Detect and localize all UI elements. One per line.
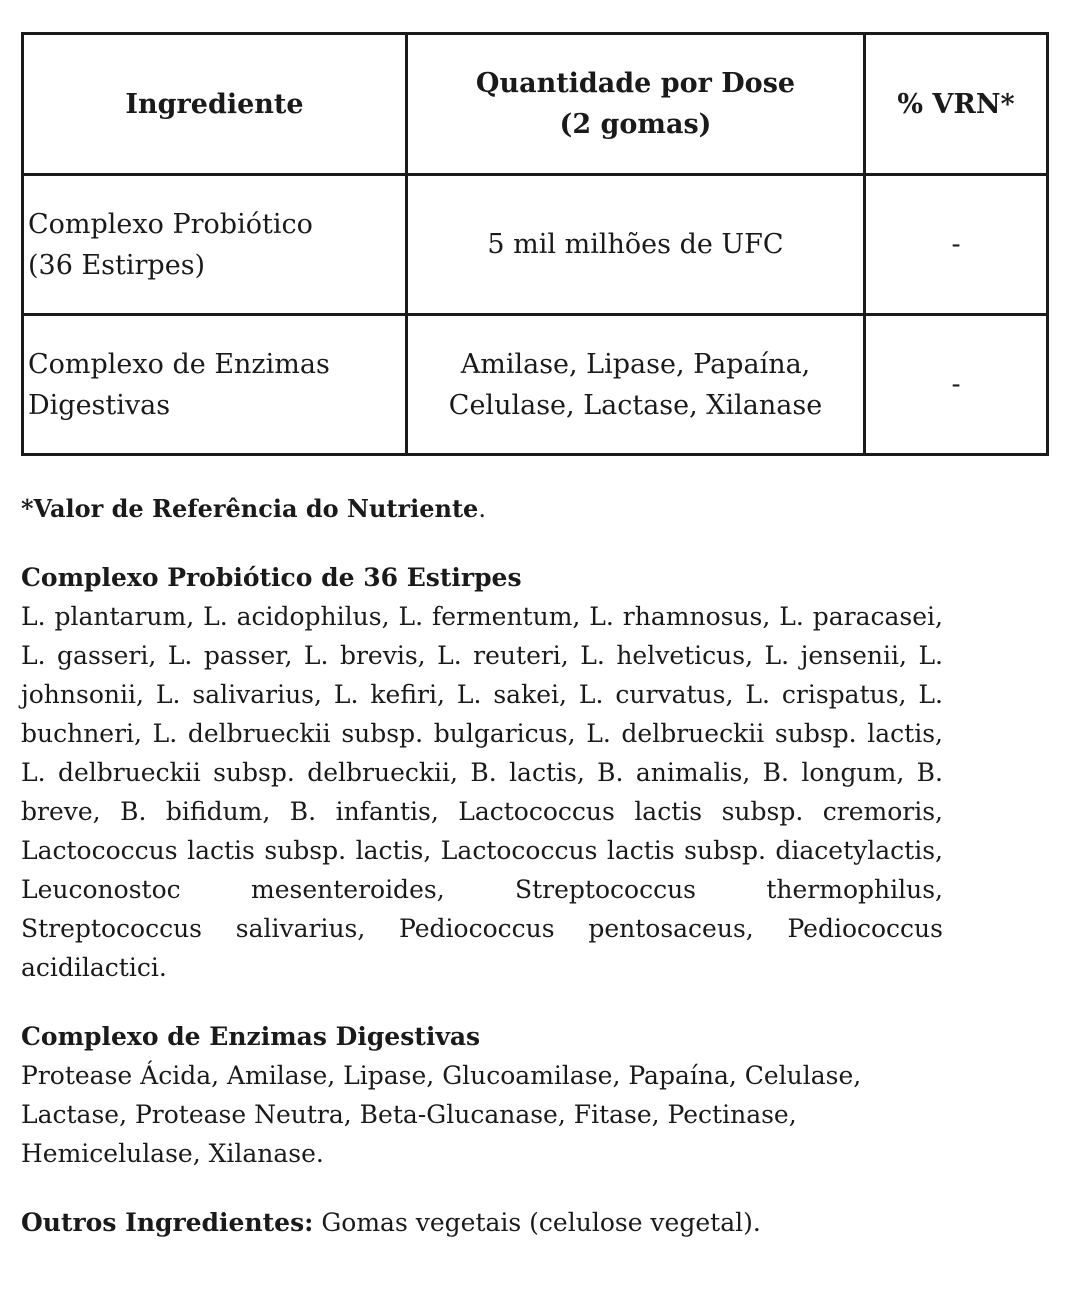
table-header-row [23,34,1048,175]
other-ingredients-label: Outros Ingredientes: [21,1208,314,1237]
supplement-facts-page [21,32,1046,1242]
table-row [23,315,1048,455]
row-quantity: Amilase, Lipase, Papaína, Celulase, Lactase, Xilanase [407,315,865,455]
probiotic-section [21,558,943,987]
header-quantity: Quantidade por Dose (2 gomas) [407,34,865,175]
vrn-footnote [21,494,1046,524]
header-ingredient: Ingrediente [23,34,407,175]
row-quantity: 5 mil milhões de UFC [407,175,865,315]
row-ingredient: Complexo de Enzimas Digestivas [23,315,407,455]
footnote-text: *Valor de Referência do Nutriente [21,494,479,523]
probiotic-section-title: Complexo Probiótico de 36 Estirpes [21,563,522,592]
row-ingredient: Complexo Probiótico (36 Estirpes) [23,175,407,315]
row-vrn: - [865,315,1048,455]
enzyme-section [21,1017,943,1173]
probiotic-strain-list: L. plantarum, L. acidophilus, L. fermentum, L. rhamnosus, L. paracasei, L. gasseri, L. passer, L. brevis, L. reuteri, L. helveticus, L. jensenii, L. johnsonii, L. salivarius, L. kefiri, L. sakei, L. curvatus, L. crispatus, L. buchneri, L. delbrueckii subsp. bulgaricus, L. delbrueckii subsp. lactis, L. delbrueckii subsp. delbrueckii, B. lactis, B. animalis, B. longum, B. breve, B. bifidum, B. infantis, Lactococcus lactis subsp. cremoris, Lactococcus lactis subsp. lactis, Lactococcus lactis subsp. diacetylactis, Leuconostoc mesenteroides, Streptococcus thermophilus, Streptococcus salivarius, Pediococcus pentosaceus, Pediococcus acidilactici. [21,602,943,982]
row-vrn: - [865,175,1048,315]
enzyme-list: Protease Ácida, Amilase, Lipase, Glucoamilase, Papaína, Celulase, Lactase, Protease Neutra, Beta-Glucanase, Fitase, Pectinase, Hemicelulase, Xilanase. [21,1061,862,1168]
other-ingredients-text: Gomas vegetais (celulose vegetal). [313,1208,761,1237]
other-ingredients [21,1203,943,1242]
table-row [23,175,1048,315]
nutrition-table [21,32,1049,456]
header-vrn: % VRN* [865,34,1048,175]
footnote-period: . [478,495,486,523]
enzyme-section-title: Complexo de Enzimas Digestivas [21,1022,481,1051]
